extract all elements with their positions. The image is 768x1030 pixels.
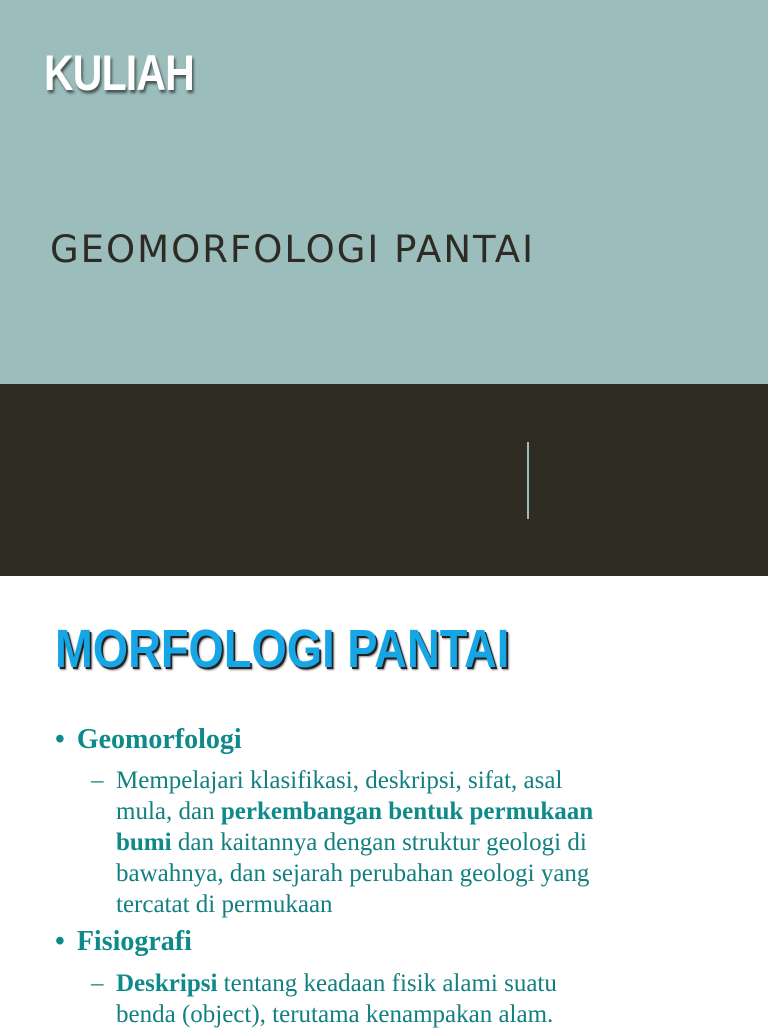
bullet-marker: •: [55, 926, 65, 957]
sub-text-line: mula, dan: [116, 798, 221, 825]
vertical-divider: [527, 442, 529, 519]
sub-text-line: benda (object), terutama kenampakan alam.: [116, 1001, 554, 1028]
bullet-geomorfologi: [55, 724, 242, 756]
sub-bullet-dash: –: [91, 767, 104, 794]
sub-bullet-dash: –: [91, 970, 104, 997]
bullet-fisiografi: [55, 926, 192, 958]
sub-text-line: bawahnya, dan sejarah perubahan geologi yang: [116, 860, 590, 887]
highlight-text: perkembangan bentuk permukaan: [220, 798, 594, 825]
sub-text-line: Mempelajari klasifikasi, deskripsi, sifat, asal: [116, 767, 563, 794]
bullet-term: Geomorfologi: [76, 724, 242, 755]
sub-text-line: dan kaitannya dengan struktur geologi di: [171, 829, 587, 856]
slide-heading: KULIAH: [44, 45, 194, 101]
sub-text-line: tentang keadaan fisik alami suatu: [217, 970, 557, 997]
highlight-text: bumi: [116, 829, 172, 856]
bullet-marker: •: [55, 724, 65, 755]
content-slide-title: MORFOLOGI PANTAI: [55, 619, 510, 679]
highlight-text: Deskripsi: [116, 970, 218, 997]
slide-subtitle: GEOMORFOLOGI PANTAI: [50, 228, 535, 271]
bullet-term: Fisiografi: [76, 926, 192, 957]
sub-item-fisiografi: [91, 968, 731, 1030]
title-slide-bottom-panel: [0, 384, 768, 576]
sub-item-geomorfologi: [91, 765, 731, 920]
sub-text-line: tercatat di permukaan: [116, 891, 333, 918]
